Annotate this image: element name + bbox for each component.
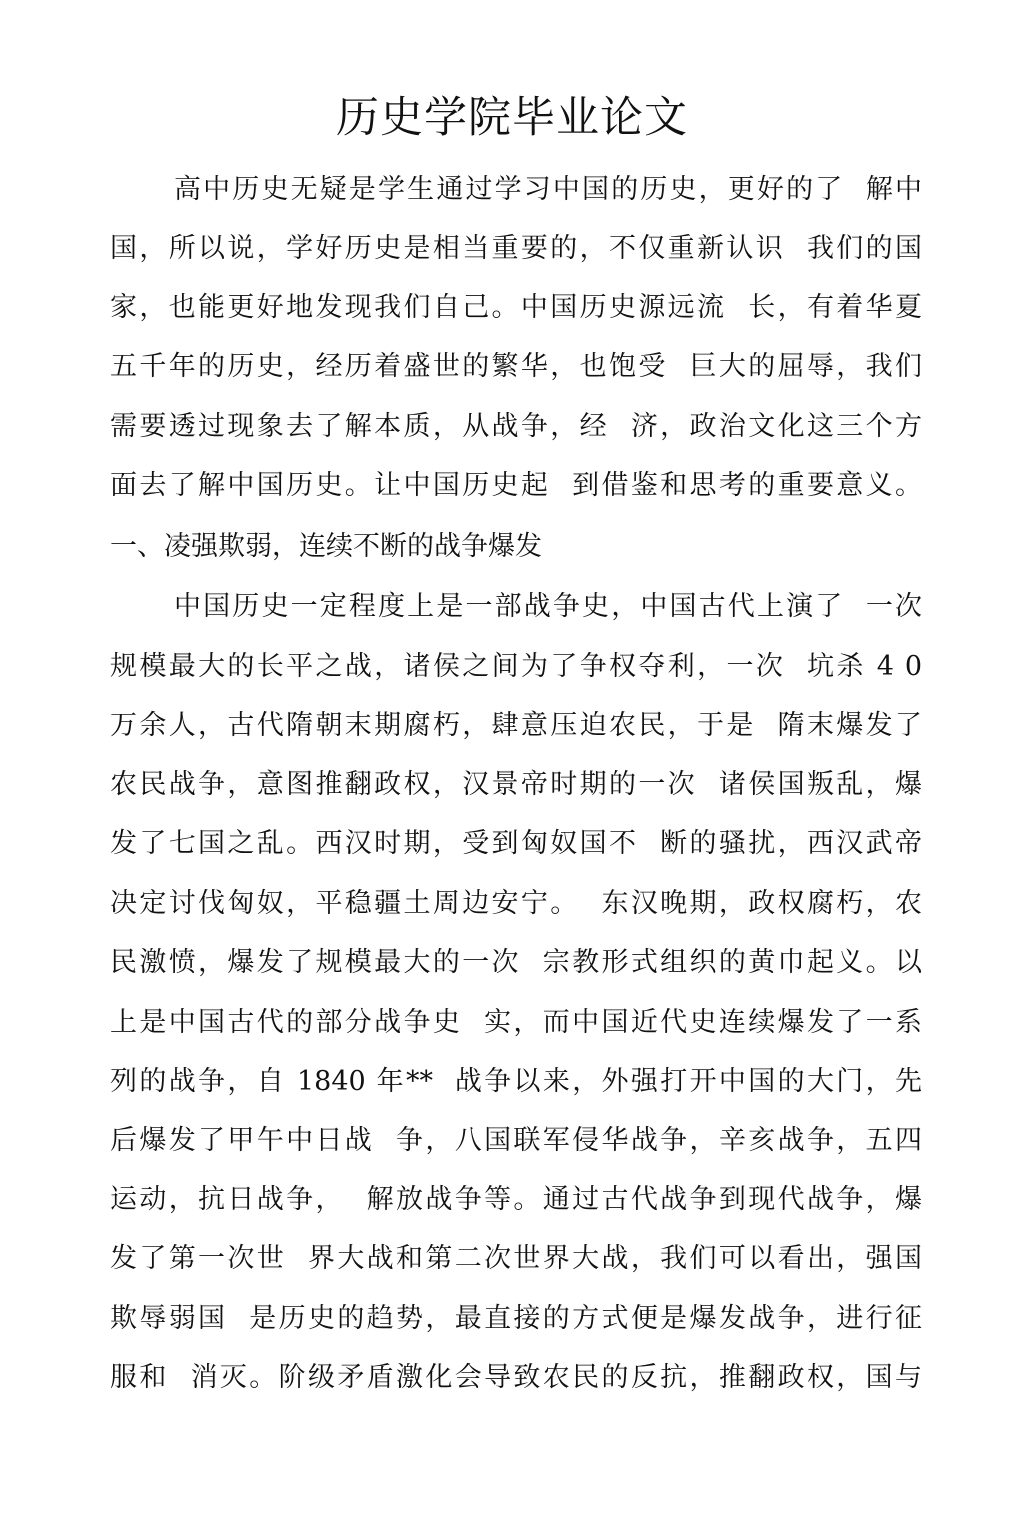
paragraph-line: 规模最大的长平之战，诸侯之间为了争权夺利，一次 坑杀 4 0 (110, 651, 922, 682)
paragraph-line: 高中历史无疑是学生通过学习中国的历史，更好的了 解中 (174, 174, 922, 205)
paragraph-line: 上是中国古代的部分战争史 实，而中国近代史连续爆发了一系 (110, 1007, 922, 1038)
paragraph-line: 万余人，古代隋朝末期腐朽，肆意压迫农民，于是 隋末爆发了 (110, 710, 922, 741)
paragraph-line: 服和 消灭。阶级矛盾激化会导致农民的反抗，推翻政权，国与 (110, 1362, 922, 1393)
paragraph-line: 后爆发了甲午中日战 争，八国联军侵华战争，辛亥战争，五四 (110, 1125, 922, 1156)
document-title: 历史学院毕业论文 (336, 93, 688, 143)
paragraph-line: 决定讨伐匈奴，平稳疆土周边安宁。 东汉晚期，政权腐朽，农 (110, 888, 922, 919)
paragraph-line: 发了第一次世 界大战和第二次世界大战，我们可以看出，强国 (110, 1243, 922, 1274)
paragraph-line: 中国历史一定程度上是一部战争史，中国古代上演了 一次 (174, 591, 922, 622)
paragraph-line: 农民战争，意图推翻政权，汉景帝时期的一次 诸侯国叛乱，爆 (110, 769, 922, 800)
paragraph-line: 列的战争，自 1840 年** 战争以来，外强打开中国的大门，先 (110, 1066, 922, 1097)
paragraph-line: 发了七国之乱。西汉时期，受到匈奴国不 断的骚扰，西汉武帝 (110, 828, 922, 859)
paragraph-line: 面去了解中国历史。让中国历史起 到借鉴和思考的重要意义。 (110, 470, 922, 501)
paragraph-line: 国，所以说，学好历史是相当重要的，不仅重新认识 我们的国 (110, 233, 922, 264)
section-heading: 一、凌强欺弱，连续不断的战争爆发 (110, 531, 542, 562)
paragraph-line: 欺辱弱国 是历史的趋势，最直接的方式便是爆发战争，进行征 (110, 1303, 922, 1334)
paragraph-line: 运动，抗日战争， 解放战争等。通过古代战争到现代战争，爆 (110, 1184, 922, 1215)
paragraph-line: 五千年的历史，经历着盛世的繁华，也饱受 巨大的屈辱，我们 (110, 351, 922, 382)
paragraph-line: 民激愤，爆发了规模最大的一次 宗教形式组织的黄巾起义。以 (110, 947, 922, 978)
paragraph-line: 家，也能更好地发现我们自己。中国历史源远流 长，有着华夏 (110, 292, 922, 323)
paragraph-line: 需要透过现象去了解本质，从战争，经 济，政治文化这三个方 (110, 411, 922, 442)
